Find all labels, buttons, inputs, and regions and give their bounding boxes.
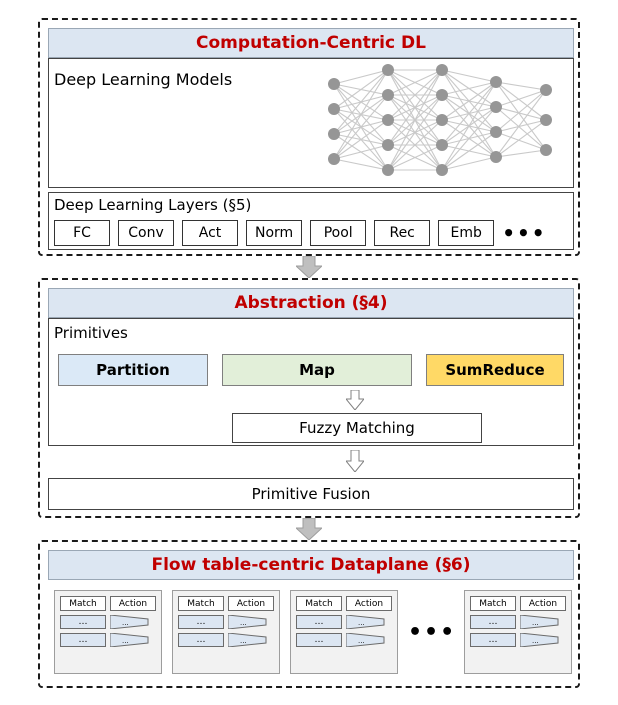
flow-table-card[interactable] <box>172 590 280 674</box>
flow-table-match-cell: … <box>470 633 516 647</box>
flow-table-header-match: Match <box>178 596 224 611</box>
flow-table-row <box>470 615 566 629</box>
flow-table-card[interactable] <box>464 590 572 674</box>
flow-table-match-cell: … <box>60 615 106 629</box>
flow-table-match-cell: … <box>178 633 224 647</box>
layer-more-dots: ••• <box>502 221 547 245</box>
flow-table-header-match: Match <box>296 596 342 611</box>
layer-chip-emb[interactable]: Emb <box>438 220 494 246</box>
flow-table-header <box>60 596 156 611</box>
flow-table-row <box>60 615 156 629</box>
layer-chip-list <box>54 220 570 246</box>
arrow-map-to-fuzzy <box>346 390 364 410</box>
flow-table-row <box>470 633 566 647</box>
flow-table-action-shape <box>346 615 392 629</box>
group-dataplane-title: Flow table-centric Dataplane (§6) <box>48 550 574 580</box>
svg-text:...: ... <box>532 637 539 645</box>
flow-table-match-cell: … <box>470 615 516 629</box>
group-dataplane <box>38 540 580 688</box>
flow-table-row <box>60 633 156 647</box>
flow-table-action-shape <box>228 615 274 629</box>
flow-table-row <box>178 633 274 647</box>
svg-text:...: ... <box>532 619 539 627</box>
flow-table-header <box>178 596 274 611</box>
flow-table-row <box>296 633 392 647</box>
flow-table-match-cell: … <box>178 615 224 629</box>
group-abstraction-title: Abstraction (§4) <box>48 288 574 318</box>
group-computation-title: Computation-Centric DL <box>48 28 574 58</box>
deep-learning-models-label: Deep Learning Models <box>54 70 233 89</box>
layer-chip-conv[interactable]: Conv <box>118 220 174 246</box>
flow-table-match-cell: … <box>60 633 106 647</box>
flow-table-list <box>54 588 570 676</box>
flow-table-card[interactable] <box>54 590 162 674</box>
arrow-abstraction-to-dataplane <box>296 518 322 540</box>
flow-table-action-shape <box>110 633 156 647</box>
flow-table-header-action: Action <box>346 596 392 611</box>
svg-text:...: ... <box>240 637 247 645</box>
flow-table-match-cell: … <box>296 633 342 647</box>
flow-table-header-match: Match <box>60 596 106 611</box>
flow-table-action-shape <box>520 615 566 629</box>
svg-text:...: ... <box>122 637 129 645</box>
flow-table-action-shape <box>110 615 156 629</box>
arrow-fuzzy-to-fusion <box>346 450 364 472</box>
layer-chip-fc[interactable]: FC <box>54 220 110 246</box>
primitives-label: Primitives <box>54 324 128 342</box>
layer-chip-pool[interactable]: Pool <box>310 220 366 246</box>
primitive-sumreduce[interactable]: SumReduce <box>426 354 564 386</box>
group-abstraction <box>38 278 580 518</box>
primitive-list <box>58 354 564 386</box>
flow-table-header-action: Action <box>520 596 566 611</box>
flow-table-action-shape <box>346 633 392 647</box>
flow-table-action-shape <box>520 633 566 647</box>
layer-chip-rec[interactable]: Rec <box>374 220 430 246</box>
neural-network-diagram <box>310 62 560 182</box>
primitive-map[interactable]: Map <box>222 354 412 386</box>
flow-table-header <box>296 596 392 611</box>
fuzzy-matching-box[interactable]: Fuzzy Matching <box>232 413 482 443</box>
arrow-computation-to-abstraction <box>296 256 322 278</box>
svg-text:...: ... <box>358 619 365 627</box>
svg-text:...: ... <box>122 619 129 627</box>
flow-table-action-shape <box>228 633 274 647</box>
primitive-partition[interactable]: Partition <box>58 354 208 386</box>
primitive-fusion-box[interactable]: Primitive Fusion <box>48 478 574 510</box>
flow-table-match-cell: … <box>296 615 342 629</box>
deep-learning-layers-label: Deep Learning Layers (§5) <box>54 196 252 214</box>
flow-table-card[interactable] <box>290 590 398 674</box>
flow-table-row <box>296 615 392 629</box>
svg-text:...: ... <box>358 637 365 645</box>
layer-chip-act[interactable]: Act <box>182 220 238 246</box>
flow-table-row <box>178 615 274 629</box>
flow-table-more-dots: ••• <box>408 619 457 645</box>
flow-table-header-match: Match <box>470 596 516 611</box>
group-computation-centric-dl <box>38 18 580 256</box>
flow-table-header <box>470 596 566 611</box>
flow-table-header-action: Action <box>228 596 274 611</box>
svg-text:...: ... <box>240 619 247 627</box>
flow-table-header-action: Action <box>110 596 156 611</box>
layer-chip-norm[interactable]: Norm <box>246 220 302 246</box>
